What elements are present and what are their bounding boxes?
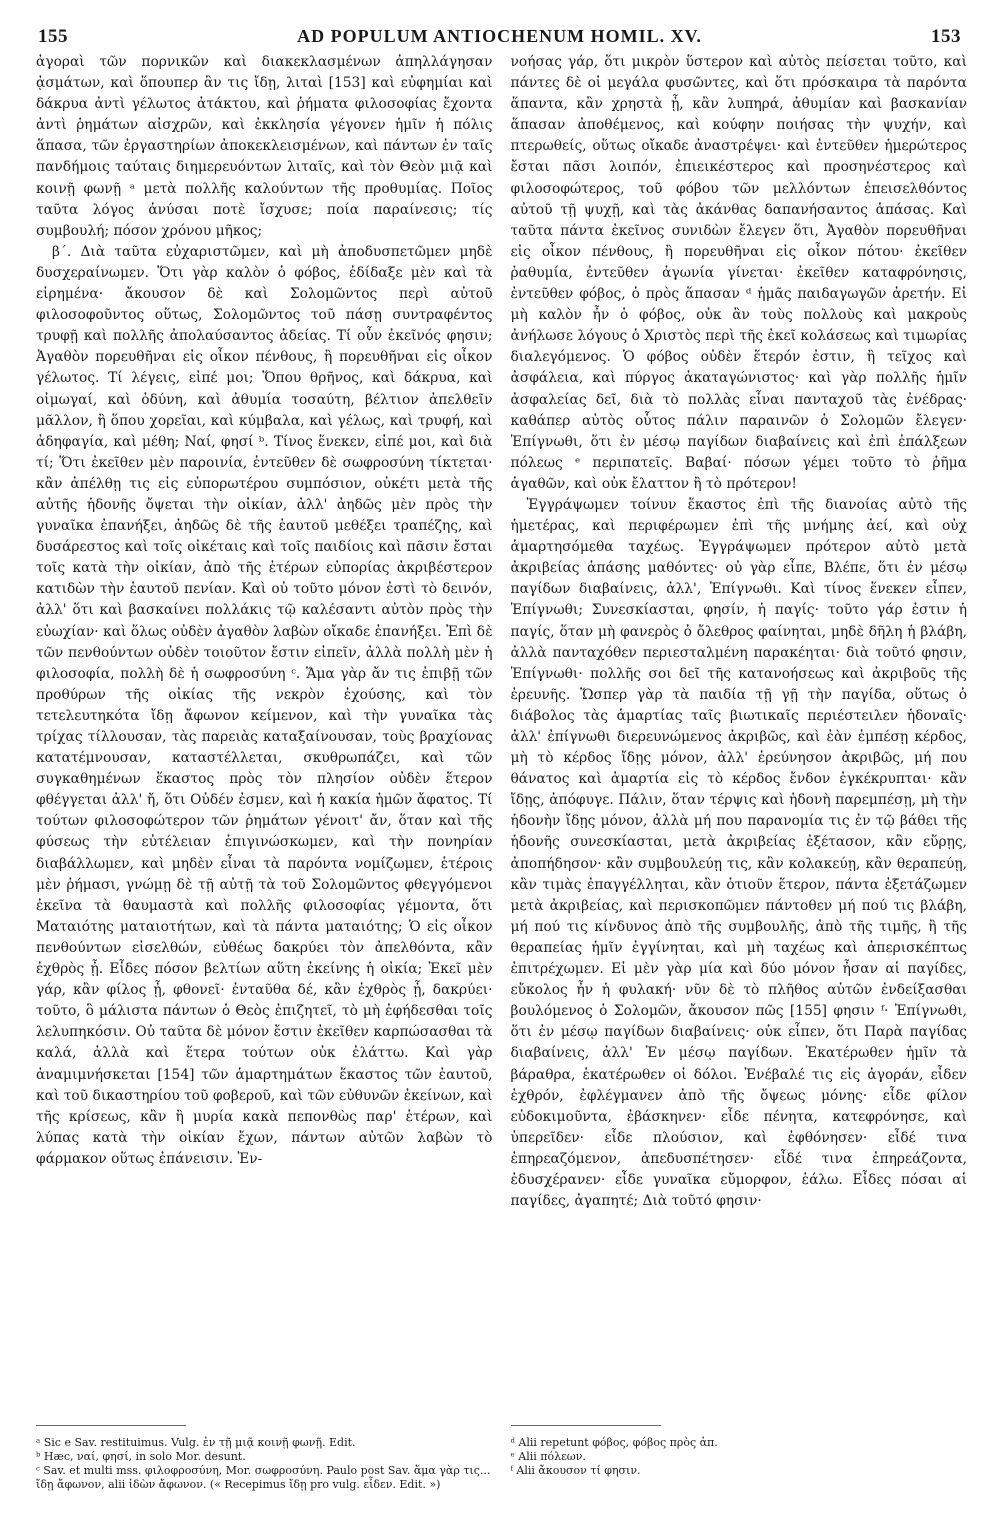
page-number-left: 155 [38,26,68,47]
running-head [36,26,967,48]
left-paragraph-2: β΄. Διὰ ταῦτα εὐχαριστῶμεν, καὶ μὴ ἀποδυσπετῶμεν μηδὲ δυσχεραίνωμεν. Ὅτι γὰρ καλὸν ὁ φόβος, ἐδίδαξε μὲν καὶ τὰ εἰρημένα· ἄκουσον δὲ καὶ Σολομῶντος περὶ αὐτοῦ φιλοσοφοῦντος οὕτως, Σολομῶντος τοῦ πάσῃ συντραφέντος τρυφῇ καὶ πολλῆς ἀπολαύσαντος ἀδείας. Τί οὖν ἐκεῖνός φησιν; Ἀγαθὸν πορευθῆναι εἰς οἶκον πένθους, ἢ πορευθῆναι εἰς οἶκον γέλωτος. Τί λέγεις, εἰπέ μοι; Ὅπου θρῆνος, καὶ δάκρυα, καὶ οἰμωγαί, καὶ ὀδύνη, καὶ ἀθυμία τοσαύτη, βέλτιον ἀπελθεῖν μᾶλλον, ἢ ὅπου χορεῖαι, καὶ κύμβαλα, καὶ γέλως, καὶ τρυφή, καὶ ἀδηφαγία, καὶ μέθη; Ναί, φησί ᵇ. Τίνος ἕνεκεν, εἰπέ μοι, καὶ διὰ τί; Ὅτι ἐκεῖθεν μὲν παροινία, ἐντεῦθεν δὲ σωφροσύνη τίκτεται· κἂν ἀπέλθῃ τις εἰς εὐπορωτέρου συμπόσιον, οὐκέτι μετὰ τῆς αὐτῆς ἡδονῆς ὄψεται τὴν οἰκίαν, ἀλλ' ἀηδῶς μὲν πρὸς τὴν γυναῖκα ἐπανήξει, ἀηδῶς δὲ τῆς ἑαυτοῦ μεθέξει τραπέζης, καὶ δυσάρεστος καὶ τοῖς οἰκέταις καὶ τοῖς παιδίοις καὶ πᾶσιν ἔσται τοῖς κατὰ τὴν οἰκίαν, ἀπὸ τῆς ἑτέρων εὐπορίας ἀκριβέστερον κατιδὼν τὴν ἑαυτοῦ πενίαν. Καὶ οὐ τοῦτο μόνον ἐστὶ τὸ δεινόν, ἀλλ' ὅτι καὶ βασκαίνει πολλάκις τῷ καλέσαντι αὐτὸν πρὸς τὴν εὐωχίαν· καὶ ὅλως οὐδὲν ἀγαθὸν λαβὼν οἴκαδε ἐπανήξει. Ἐπὶ δὲ τῶν πενθούντων οὐδὲν τοιοῦτον ἔστιν εἰπεῖν, ἀλλὰ πολλὴ μὲν ἡ φιλοσοφία, πολλὴ δὲ ἡ σωφροσύνη ᶜ. Ἅμα γὰρ ἄν τις ἐπιβῇ τῶν προθύρων τῆς οἰκίας τῆς νεκρὸν ἐχούσης, καὶ τὸν τετελευτηκότα ἴδῃ ἄφωνον κείμενον, καὶ τὴν γυναῖκα τὰς τρίχας τίλλουσαν, τὰς παρειὰς καταξαίνουσαν, τοὺς βραχίονας κατατέμνουσαν, καταστέλλεται, σκυθρωπάζει, καὶ τῶν συγκαθημένων ἕκαστος πρὸς τὸν πλησίον οὐδὲν ἕτερον φθέγγεται ἀλλ' ἤ, ὅτι Οὐδέν ἐσμεν, καὶ ἡ κακία ἡμῶν ἄφατος. Τί τούτων φιλοσοφώτερον τῶν ῥημάτων γένοιτ' ἄν, ὅταν καὶ τῆς φύσεως τὴν εὐτέλειαν ἐπιγινώσκωμεν, καὶ τὴν πονηρίαν διαβάλλωμεν, καὶ μηδὲν εἶναι τὰ παρόντα νομίζωμεν, ἑτέροις μὲν ῥήμασι, γνώμῃ δὲ τῇ αὐτῇ τὰ τοῦ Σολομῶντος φθεγγόμενοι ἐκεῖνα τὰ θαυμαστὰ καὶ πολλῆς φιλοσοφίας γέμοντα, ὅτι Ματαιότης ματαιοτήτων, καὶ τὰ πάντα ματαιότης; Ὁ εἰς οἶκον πενθούντων εἰσελθών, εὐθέως δακρύει τὸν ἀπελθόντα, κἂν ἐχθρὸς ᾖ. Εἶδες πόσον βελτίων αὕτη ἐκείνης ἡ οἰκία; Ἐκεῖ μὲν γάρ, κἂν φίλος ᾖ, φθονεῖ· ἐνταῦθα δέ, κἂν ἐχθρὸς ᾖ, δακρύει· τοῦτο, ὃ μάλιστα πάντων ὁ Θεὸς ἐπιζητεῖ, τὸ μὴ ἐφήδεσθαι τοῖς λελυπηκόσιν. Οὐ ταῦτα δὲ μόνον ἔστιν ἐκεῖθεν καρπώσασθαι τὰ καλά, ἀλλὰ καὶ ἕτερα τούτων οὐκ ἐλάττω. Καὶ γὰρ ἀναμιμνήσκεται [154] τῶν ἁμαρτημάτων ἕκαστος τῶν ἑαυτοῦ, καὶ τοῦ δικαστηρίου τοῦ φοβεροῦ, καὶ τῶν εὐθυνῶν ἐκείνων, καὶ τῆς κρίσεως, κἂν ἢ μυρία κακὰ πεπονθὼς παρ' ἑτέρων, καὶ λύπας κατὰ τὴν οἰκίαν ἔχων, πάντων αὐτῶν λαβὼν τὸ φάρμακον οὕτως ἐπάνεισιν. Ἐν- [36,243,493,1167]
left-footnotes [36,1436,493,1492]
right-column [511,52,968,1492]
right-footnotes [511,1436,968,1478]
left-paragraph-1: ἀγοραὶ τῶν πορνικῶν καὶ διακεκλασμένων ἀπηλλάγησαν ᾀσμάτων, καὶ ὅπουπερ ἂν τις ἴδῃ, λιταὶ [153] καὶ εὐφημίαι καὶ δάκρυα ἀντὶ γέλωτος ἀτάκτου, καὶ ῥήματα φιλοσοφίας ἔχοντα ἀντὶ ῥημάτων αἰσχρῶν, καὶ ἐκκλησία γέγονεν ἡμῖν ἡ πόλις ἅπασα, τῶν ἐργαστηρίων ἀποκεκλεισμένων, καὶ πάντων ἐν ταῖς πανδήμοις ταύταις διημερευόντων λιταῖς, καὶ τὸν Θεὸν μιᾷ καὶ κοινῇ φωνῇ ᵃ μετὰ πολλῆς καλούντων τῆς προθυμίας. Ποῖος ταῦτα λόγος ἀνύσαι ποτὲ ἴσχυσε; ποία παραίνεσις; τίς συμβουλή; πόσον χρόνου μῆκος; [36,54,493,239]
footnote-c: ᶜ Sav. et multi mss. φιλοφροσύνη, Mor. σωφροσύνη. Paulo post Sav. ἅμα γὰρ τις... ἴδῃ ἄφωνον, alii ἰδὼν ἄφωνον. (« Recepimus ἴδῃ pro vulg. εἶδεν. Edit. ») [36,1464,491,1491]
right-body [511,52,968,1417]
left-body [36,52,493,1417]
footnote-a: ᵃ Sic e Sav. restituimus. Vulg. ἐν τῇ μιᾷ κοινῇ φωνῇ. Edit. [36,1436,356,1449]
page-number-right: 153 [930,26,961,47]
footnote-f: ᶠ Alii ἄκουσον τί φησιν. [510,1464,641,1477]
right-paragraph-2: Ἐγγράψωμεν τοίνυν ἕκαστος ἐπὶ τῆς διανοίας αὐτὸ τῆς ἡμετέρας, καὶ περιφέρωμεν ἐπὶ τῆς μνήμης ἀεί, καὶ οὐχ ἁμαρτησόμεθα ταχέως. Ἐγγράψωμεν πρότερον αὐτὸ μετὰ ἀκριβείας ἁπάσης μαθόντες· οὐ γὰρ εἶπε, Βλέπε, ὅτι ἐν μέσῳ παγίδων διαβαίνεις, ἀλλ', Ἐπίγνωθι. Καὶ τίνος ἕνεκεν εἶπεν, Ἐπίγνωθι; Συνεσκίασται, φησίν, ἡ παγίς· τοῦτο γάρ ἐστιν ἡ παγίς, ὅταν μὴ φανερὸς ὁ ὄλεθρος φαίνηται, μηδὲ δῆλη ἡ βλάβη, ἀλλὰ πανταχόθεν περιεσταλμένη παρακέηται· διὰ τοῦτό φησιν, Ἐπίγνωθι· πολλῆς σοι δεῖ τῆς κατανοήσεως καὶ ἀκριβοῦς τῆς ἐρευνῆς. Ὥσπερ γὰρ τὰ παιδία τῇ γῇ τὴν παγίδα, οὕτως ὁ διάβολος τὰς ἁμαρτίας ταῖς βιωτικαῖς περιέστειλεν ἡδοναῖς· ἀλλ' ἐπίγνωθι διερευνώμενος ἀκριβῶς, καὶ ἐὰν ἐμπέσῃ κέρδος, μὴ τὸ κέρδος ἴδῃς μόνον, ἀλλ' ἐρεύνησον ἀκριβῶς, μή που θάνατος καὶ ἁμαρτία εἰς τὸ κέρδος ἔνδον ἐγκέκρυπται· κἂν ἴδῃς, ἀπόφυγε. Πάλιν, ὅταν τέρψις καὶ ἡδονὴ παρεμπέσῃ, μὴ τὴν ἡδονὴν ἴδῃς μόνον, ἀλλὰ μή που παρανομία τις ἐν τῷ βάθει τῆς ἡδονῆς συνεσκίασται, μετὰ ἀκριβείας ἐξέτασον, κἂν εὕρῃς, ἀποπήδησον· κἂν συμβουλεύῃ τις, κἂν κολακεύῃ, κἂν θεραπεύῃ, κἂν τιμὰς ἐπαγγέλληται, κἂν ὁτιοῦν ἕτερον, πάντα ἐξετάζωμεν μετὰ ἀκριβείας, καὶ περισκοπῶμεν πάντοθεν μή πού τις βλάβη, μή πού τις κίνδυνος ἀπὸ τῆς συμβουλῆς, ἀπὸ τῆς τιμῆς, ἢ τῆς θεραπείας ἡμῖν ἐγγίνηται, καὶ μὴ ταχέως καὶ ἀπερισκέπτως ἐπιτρέχωμεν. Εἰ μὲν γὰρ μία καὶ δύο μόνον ἦσαν αἱ παγίδες, εὔκολος ἦν ἡ φυλακή· νῦν δὲ τὸ πλῆθος αὐτῶν ἐνδείξασθαι βουλόμενος ὁ Σολομῶν, ἄκουσον πῶς [155] φησιν ᶠ· Ἐπίγνωθι, ὅτι ἐν μέσῳ παγίδων διαβαίνεις· οὐκ εἶπεν, ὅτι Παρὰ παγίδας διαβαίνεις, ἀλλ' Ἐν μέσῳ παγίδων. Ἑκατέρωθεν ἡμῖν τὰ βάραθρα, ἑκατέρωθεν οἱ δόλοι. Ἐνέβαλέ τις εἰς ἀγοράν, εἶδεν ἐχθρόν, ἐφλέγμανεν ἀπὸ τῆς ὄψεως μόνης· εἶδε φίλον εὐδοκιμοῦντα, ἐβάσκηνεν· εἶδε πένητα, κατεφρόνησε, καὶ ὑπερεῖδεν· εἶδε πλούσιον, καὶ ἐφθόνησεν· εἶδέ τινα ἐπηρεαζόμενον, ἀπεδυσπέτησεν· εἶδέ τινα ἐπηρεάζοντα, ἐδυσχέρανεν· εἶδε γυναῖκα εὔμορφον, ἑάλω. Εἶδες πόσαι αἱ παγίδες, ἀγαπητέ; Διὰ τοῦτό φησιν· [510,496,967,1210]
running-title: AD POPULUM ANTIOCHENUM HOMIL. XV. [297,26,702,46]
footnote-d: ᵈ Alii repetunt φόβος, φόβος πρὸς ἀπ. [510,1436,718,1449]
footnote-b: ᵇ Hæc, ναί, φησί, in solo Mor. desunt. [36,1450,246,1463]
left-footnote-rule [36,1425,186,1430]
right-paragraph-1: νοήσας γάρ, ὅτι μικρὸν ὕστερον καὶ αὐτὸς πείσεται τοῦτο, καὶ πάντες δὲ οἱ μεγάλα φυσῶντες, καὶ ὅτι πρόσκαιρα τὰ παρόντα ἅπαντα, κἂν χρηστὰ ᾖ, κἂν λυπηρά, ἀθυμίαν καὶ βασκανίαν ἅπασαν ἀποθέμενος, καὶ κούφην ποιήσας τὴν ψυχήν, καὶ πτερωθείς, οὕτως οἴκαδε ἀναστρέψει· καὶ ἐντεῦθεν ἡμερώτερος ἔσται πᾶσι λοιπόν, ἐπιεικέστερος καὶ προσηνέστερος καὶ φιλοσοφώτερος, τοῦ φόβου τῶν μελλόντων ἐπεισελθόντος αὐτοῦ τῇ ψυχῇ, καὶ τὰς ἀκάνθας δαπανήσαντος ἁπάσας. Καὶ ταῦτα πάντα ἐκεῖνος συνιδὼν ἔλεγεν ὅτι, Ἀγαθὸν πορευθῆναι εἰς οἶκον πένθους, ἢ πορευθῆναι εἰς οἶκον πότου· ἐκεῖθεν ῥαθυμία, ἐντεῦθεν ἀγωνία γίνεται· ἐκεῖθεν καταφρόνησις, ἐντεῦθεν φόβος, ὁ πρὸς ἅπασαν ᵈ ἡμᾶς παιδαγωγῶν ἀρετήν. Εἰ μὴ καλὸν ἦν ὁ φόβος, οὐκ ἂν τοὺς πολλοὺς καὶ μακροὺς ἀνήλωσε λόγους ὁ Χριστὸς περὶ τῆς ἐκεῖ κολάσεως καὶ τιμωρίας διαλεγόμενος. Ὁ φόβος οὐδὲν ἕτερόν ἐστιν, ἢ τεῖχος καὶ ἀσφάλεια, καὶ πύργος ἀκαταγώνιστος· καὶ γὰρ πολλῆς ἡμῖν ἀσφαλείας δεῖ, διὰ τὸ πολλὰς εἶναι πανταχοῦ τὰς ἐνέδρας· καθάπερ αὐτὸς οὗτος πάλιν παραινῶν ὁ Σολομῶν ἔλεγεν· Ἐπίγνωθι, ὅτι ἐν μέσῳ παγίδων διαβαίνεις καὶ ἐπὶ ἐπάλξεων πόλεως ᵉ περιπατεῖς. Βαβαί· πόσων γέμει τοῦτο τὸ ῥῆμα ἀγαθῶν, καὶ οὐκ ἔλαττον ἢ τὸ πρότερον! [510,54,967,492]
left-column [36,52,493,1492]
right-footnote-rule [511,1425,661,1430]
footnote-e: ᵉ Alii πόλεων. [510,1450,586,1463]
text-columns [36,52,967,1492]
